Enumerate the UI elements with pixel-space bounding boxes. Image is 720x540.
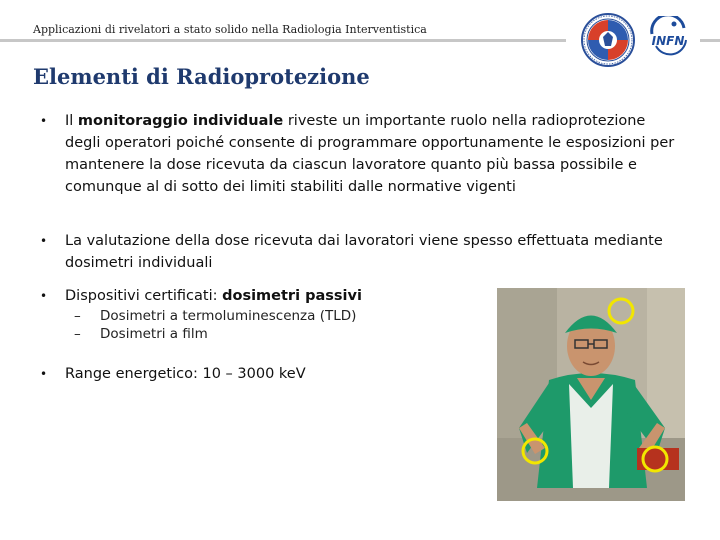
bold-phrase: monitoraggio individuale xyxy=(77,113,284,129)
bold-phrase: dosimetri passivi xyxy=(222,288,362,304)
bullet-marker: • xyxy=(40,114,48,128)
university-seal-icon xyxy=(581,13,635,67)
bullet-text: Dispositivi certificati: dosimetri passivi xyxy=(65,288,362,304)
sub-bullet-marker: – xyxy=(74,326,81,342)
bullet-marker: • xyxy=(40,367,48,381)
sub-bullet-text: Dosimetri a termoluminescenza (TLD) xyxy=(100,308,357,324)
infn-logo-text: INFN xyxy=(651,34,685,48)
bullet-text: La valutazione della dose ricevuta dai lavoratori viene spesso effettuata mediante dosimetri individuali xyxy=(65,233,663,271)
bullet-marker: • xyxy=(40,234,48,248)
infn-logo-icon xyxy=(644,16,692,60)
operator-photo xyxy=(497,288,685,501)
header-title: Applicazioni di rivelatori a stato solido nella Radiologia Interventistica xyxy=(33,23,427,36)
slide-title: Elementi di Radioprotezione xyxy=(33,64,370,89)
sub-bullet-text: Dosimetri a film xyxy=(100,326,208,342)
header-rule-right xyxy=(700,39,720,42)
sub-bullet-marker: – xyxy=(74,308,81,324)
header-rule xyxy=(0,39,566,42)
bullet-text: Il monitoraggio individuale riveste un importante ruolo nella radioprotezione degli operatori poiché consente di programmare opportunamente le esposizioni per mantenere la dose ricevuta da ciascun lavoratore quanto più bassa possibile e comunque al di sotto dei limiti stabiliti dalle normative vigenti xyxy=(65,113,675,195)
bullet-marker: • xyxy=(40,289,48,303)
bullet-text: Range energetico: 10 – 3000 keV xyxy=(65,366,306,382)
